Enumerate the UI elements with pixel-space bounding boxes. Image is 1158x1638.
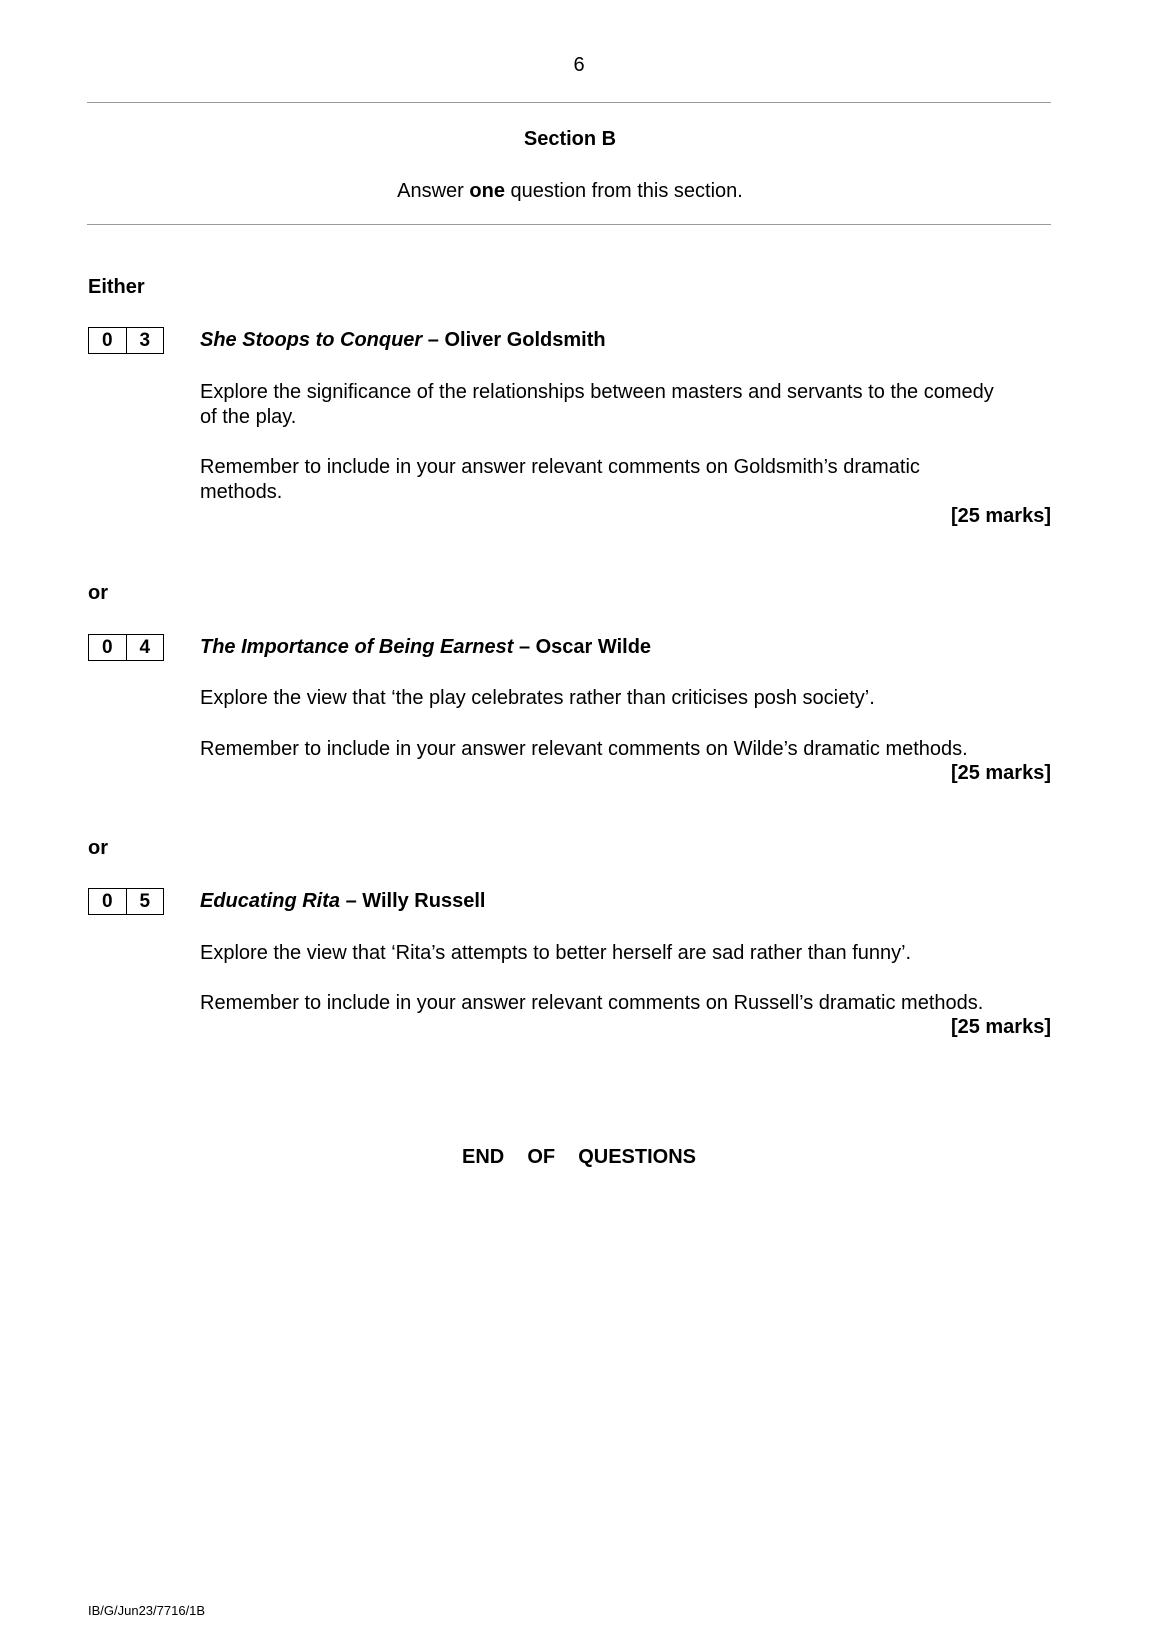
question-number-digit: 0: [101, 329, 113, 351]
question-prompt: Explore the significance of the relationships between masters and servants to the comedy of the play.: [200, 381, 994, 428]
question-prompt: Explore the view that ‘the play celebrates rather than criticises posh society’.: [200, 687, 875, 709]
question-number-box: [88, 888, 164, 915]
top-divider: [87, 102, 1051, 103]
play-title: Educating Rita: [200, 890, 341, 912]
question-number-digit: 3: [126, 328, 164, 353]
question-number-box: [88, 634, 164, 661]
question-number-digit: 4: [126, 635, 164, 660]
footer-code: IB/G/Jun23/7716/1B: [88, 1603, 206, 1618]
play-author: – Willy Russell: [340, 890, 486, 912]
end-of-questions: END OF QUESTIONS: [461, 1146, 697, 1168]
question-title: [200, 636, 651, 659]
question-title: [200, 890, 485, 913]
section-title: Section B: [523, 128, 617, 150]
connector-either: Either: [88, 276, 145, 298]
play-title: The Importance of Being Earnest: [200, 636, 514, 658]
play-title: She Stoops to Conquer: [200, 329, 423, 351]
marks-label: [25 marks]: [950, 505, 1051, 527]
question-number-digit: 5: [126, 889, 164, 914]
marks-label: [25 marks]: [950, 1016, 1051, 1038]
question-number-box: [88, 327, 164, 354]
connector-or: or: [88, 837, 108, 859]
question-number-digit: 0: [101, 636, 113, 658]
page-number: 6: [573, 54, 585, 76]
play-author: – Oscar Wilde: [513, 636, 652, 658]
question-number-digit: 0: [101, 890, 113, 912]
question-reminder: Remember to include in your answer relevant comments on Russell’s dramatic methods.: [200, 992, 984, 1014]
question-prompt: Explore the view that ‘Rita’s attempts to better herself are sad rather than funny’.: [200, 942, 912, 964]
question-title: [200, 329, 606, 352]
question-reminder: Remember to include in your answer relevant comments on Goldsmith’s dramatic methods.: [200, 456, 920, 503]
section-instruction: Answer one question from this section.: [397, 180, 743, 202]
question-reminder: Remember to include in your answer relevant comments on Wilde’s dramatic methods.: [200, 738, 968, 760]
marks-label: [25 marks]: [950, 762, 1051, 784]
connector-or: or: [88, 582, 108, 604]
section-divider: [87, 224, 1051, 225]
play-author: – Oliver Goldsmith: [422, 329, 606, 351]
